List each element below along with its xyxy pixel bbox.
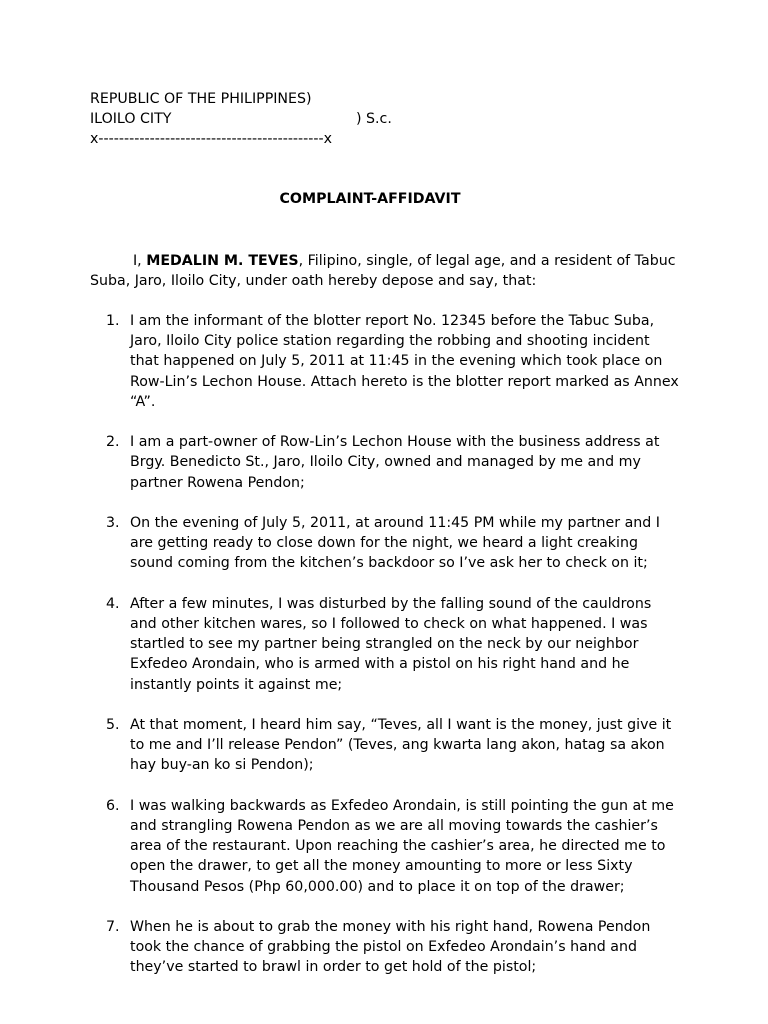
statement-text: At that moment, I heard him say, “Teves, all I want is the money, just give it to me and I’ll release Pendon” (Teves, ang kwarta lang akon, hatag sa akon hay buy-an ko si Pendon); <box>130 717 672 774</box>
statement-text: I am a part-owner of Row-Lin’s Lechon House with the business address at Brgy. Benedicto St., Jaro, Iloilo City, owned and managed by me and my partner Rowena Pendon; <box>130 434 660 491</box>
statement-text: I was walking backwards as Exfedeo Arondain, is still pointing the gun at me and strangling Rowena Pendon as we are all moving towards the cashier’s area of the restaurant. Upon reaching the cashier’s area, he directed me to open the drawer, to get all the money amounting to more or less Sixty Thousand Pesos (Php 60,000.00) and to place it on top of the drawer; <box>130 797 674 895</box>
statement-text: After a few minutes, I was disturbed by the falling sound of the cauldrons and other kitchen wares, so I followed to check on what happened. I was startled to see my partner being strangled on the neck by our neighbor Exfedeo Arondain, who is armed with a pistol on his right hand and he instantly points it against me; <box>130 595 652 693</box>
statement-item <box>90 796 680 897</box>
statement-item <box>90 594 680 695</box>
statement-number: 1. <box>106 313 120 329</box>
jurisdiction-header <box>90 89 410 150</box>
statement-number: 3. <box>106 515 120 531</box>
header-city-line <box>90 109 410 129</box>
numbered-statements <box>90 311 680 998</box>
statement-item <box>90 917 680 978</box>
header-sc: ) S.c. <box>356 111 392 128</box>
statement-item <box>90 513 680 574</box>
affiant-name: MEDALIN M. TEVES <box>146 253 299 269</box>
statement-item <box>90 311 680 412</box>
statement-item <box>90 715 680 776</box>
header-republic-line: REPUBLIC OF THE PHILIPPINES) <box>90 91 312 107</box>
statement-number: 5. <box>106 717 120 733</box>
statement-text: When he is about to grab the money with his right hand, Rowena Pendon took the chance of grabbing the pistol on Exfedeo Arondain’s hand and they’ve started to brawl in order to get hold of the pistol; <box>130 919 651 976</box>
intro-prefix: I, <box>133 253 142 269</box>
statement-number: 6. <box>106 797 120 814</box>
statement-number: 7. <box>106 919 120 935</box>
statement-text: I am the informant of the blotter report No. 12345 before the Tabuc Suba, Jaro, Iloilo City police station regarding the robbing and shooting incident that happened on July 5, 2011 at 11:45 in the evening which took place on Row-Lin’s Lechon House. Attach hereto is the blotter report marked as Annex “A”. <box>130 313 679 410</box>
statement-item <box>90 432 680 493</box>
intro-paragraph <box>90 251 680 291</box>
statement-text: On the evening of July 5, 2011, at around 11:45 PM while my partner and I are getting ready to close down for the night, we heard a light creaking sound coming from the kitchen’s backdoor so I’ve ask her to check on it; <box>130 515 660 572</box>
intro-text: , Filipino, single, of legal age, and a resident of Tabuc Suba, Jaro, Iloilo City, under oath hereby depose and say, that: <box>90 253 676 290</box>
header-city: ILOILO CITY <box>90 111 172 128</box>
statement-number: 4. <box>106 595 120 612</box>
document-title: COMPLAINT-AFFIDAVIT <box>279 191 461 207</box>
header-separator: x--------------------------------------------x <box>90 131 333 148</box>
statement-number: 2. <box>106 434 120 451</box>
